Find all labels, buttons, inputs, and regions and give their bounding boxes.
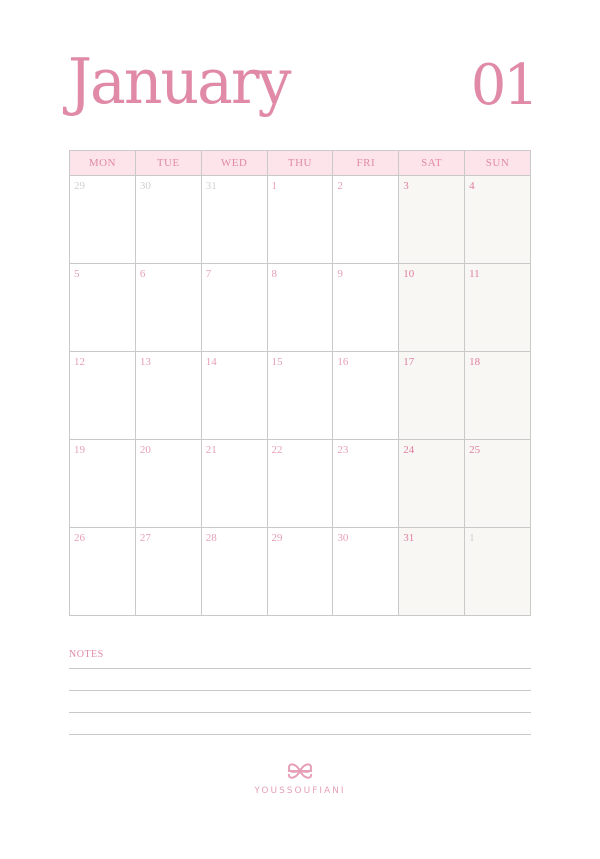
calendar-body [70, 176, 531, 616]
day-number: 31 [403, 532, 415, 544]
brand-name: YOUSSOUFIANI [254, 786, 346, 796]
day-number: 28 [205, 532, 217, 544]
calendar-day-cell[interactable] [465, 440, 531, 528]
day-number: 24 [403, 444, 415, 456]
brand-logo [0, 760, 600, 796]
calendar-day-cell[interactable] [267, 528, 333, 616]
weekday-tue: TUE [135, 151, 201, 176]
day-number: 12 [74, 356, 85, 368]
day-number: 11 [469, 268, 480, 280]
calendar-week-row [70, 440, 531, 528]
calendar-day-cell[interactable] [333, 440, 399, 528]
day-number: 18 [469, 356, 481, 368]
calendar-week-row [70, 528, 531, 616]
calendar-week-row [70, 176, 531, 264]
calendar-day-cell[interactable] [399, 528, 465, 616]
month-number: 01 [470, 53, 536, 118]
notes-line[interactable] [69, 668, 531, 669]
calendar-day-cell[interactable] [70, 264, 136, 352]
calendar-day-cell[interactable] [70, 352, 136, 440]
calendar-day-cell[interactable] [399, 352, 465, 440]
calendar-day-cell[interactable] [333, 352, 399, 440]
calendar-week-row [70, 352, 531, 440]
day-number: 4 [469, 180, 475, 192]
calendar-grid [69, 150, 531, 616]
weekday-mon: MON [70, 151, 136, 176]
weekday-thu: THU [267, 151, 333, 176]
calendar-day-cell[interactable] [267, 352, 333, 440]
notes-line[interactable] [69, 734, 531, 735]
day-number: 13 [139, 356, 151, 368]
day-number: 25 [469, 444, 481, 456]
calendar-day-cell[interactable] [399, 176, 465, 264]
calendar-day-cell[interactable] [201, 440, 267, 528]
day-number: 17 [403, 356, 415, 368]
day-number: 16 [337, 356, 349, 368]
day-number: 22 [271, 444, 283, 456]
notes-line[interactable] [69, 712, 531, 713]
day-number: 15 [271, 356, 283, 368]
knot-logo-icon [285, 760, 315, 782]
day-number: 21 [205, 444, 217, 456]
day-number: 3 [403, 180, 409, 192]
day-number: 1 [469, 532, 475, 544]
calendar-day-cell[interactable] [135, 352, 201, 440]
day-number: 20 [139, 444, 151, 456]
day-number: 26 [74, 532, 85, 544]
day-number: 7 [205, 268, 212, 280]
notes-label: NOTES [69, 649, 104, 660]
weekday-sun: SUN [465, 151, 531, 176]
calendar-day-cell[interactable] [201, 176, 267, 264]
day-number: 31 [205, 180, 217, 192]
calendar-day-cell[interactable] [201, 528, 267, 616]
month-title: January [68, 45, 290, 119]
weekday-wed: WED [201, 151, 267, 176]
day-number: 29 [271, 532, 283, 544]
day-number: 23 [337, 444, 349, 456]
calendar-day-cell[interactable] [333, 264, 399, 352]
calendar-day-cell[interactable] [465, 528, 531, 616]
day-number: 14 [205, 356, 217, 368]
calendar-day-cell[interactable] [135, 528, 201, 616]
day-number: 1 [271, 180, 278, 192]
calendar-week-row [70, 264, 531, 352]
weekday-header-row [70, 151, 531, 176]
day-number: 10 [403, 268, 415, 280]
calendar-day-cell[interactable] [465, 352, 531, 440]
calendar-day-cell[interactable] [135, 176, 201, 264]
calendar-day-cell[interactable] [135, 264, 201, 352]
calendar-day-cell[interactable] [267, 264, 333, 352]
calendar-day-cell[interactable] [399, 264, 465, 352]
day-number: 30 [337, 532, 349, 544]
calendar-day-cell[interactable] [135, 440, 201, 528]
day-number: 29 [74, 180, 85, 192]
weekday-sat: SAT [399, 151, 465, 176]
day-number: 27 [139, 532, 151, 544]
calendar-day-cell[interactable] [399, 440, 465, 528]
day-number: 8 [271, 268, 278, 280]
day-number: 9 [337, 268, 343, 280]
calendar-day-cell[interactable] [465, 264, 531, 352]
day-number: 2 [337, 180, 343, 192]
calendar-day-cell[interactable] [333, 528, 399, 616]
day-number: 5 [74, 268, 80, 280]
day-number: 6 [139, 268, 146, 280]
calendar-day-cell[interactable] [70, 176, 136, 264]
calendar-day-cell[interactable] [465, 176, 531, 264]
weekday-fri: FRI [333, 151, 399, 176]
calendar-day-cell[interactable] [201, 264, 267, 352]
day-number: 19 [74, 444, 85, 456]
calendar-day-cell[interactable] [333, 176, 399, 264]
calendar-day-cell[interactable] [267, 176, 333, 264]
notes-line[interactable] [69, 690, 531, 691]
calendar-day-cell[interactable] [201, 352, 267, 440]
calendar-day-cell[interactable] [267, 440, 333, 528]
day-number: 30 [139, 180, 151, 192]
calendar-day-cell[interactable] [70, 528, 136, 616]
calendar-day-cell[interactable] [70, 440, 136, 528]
